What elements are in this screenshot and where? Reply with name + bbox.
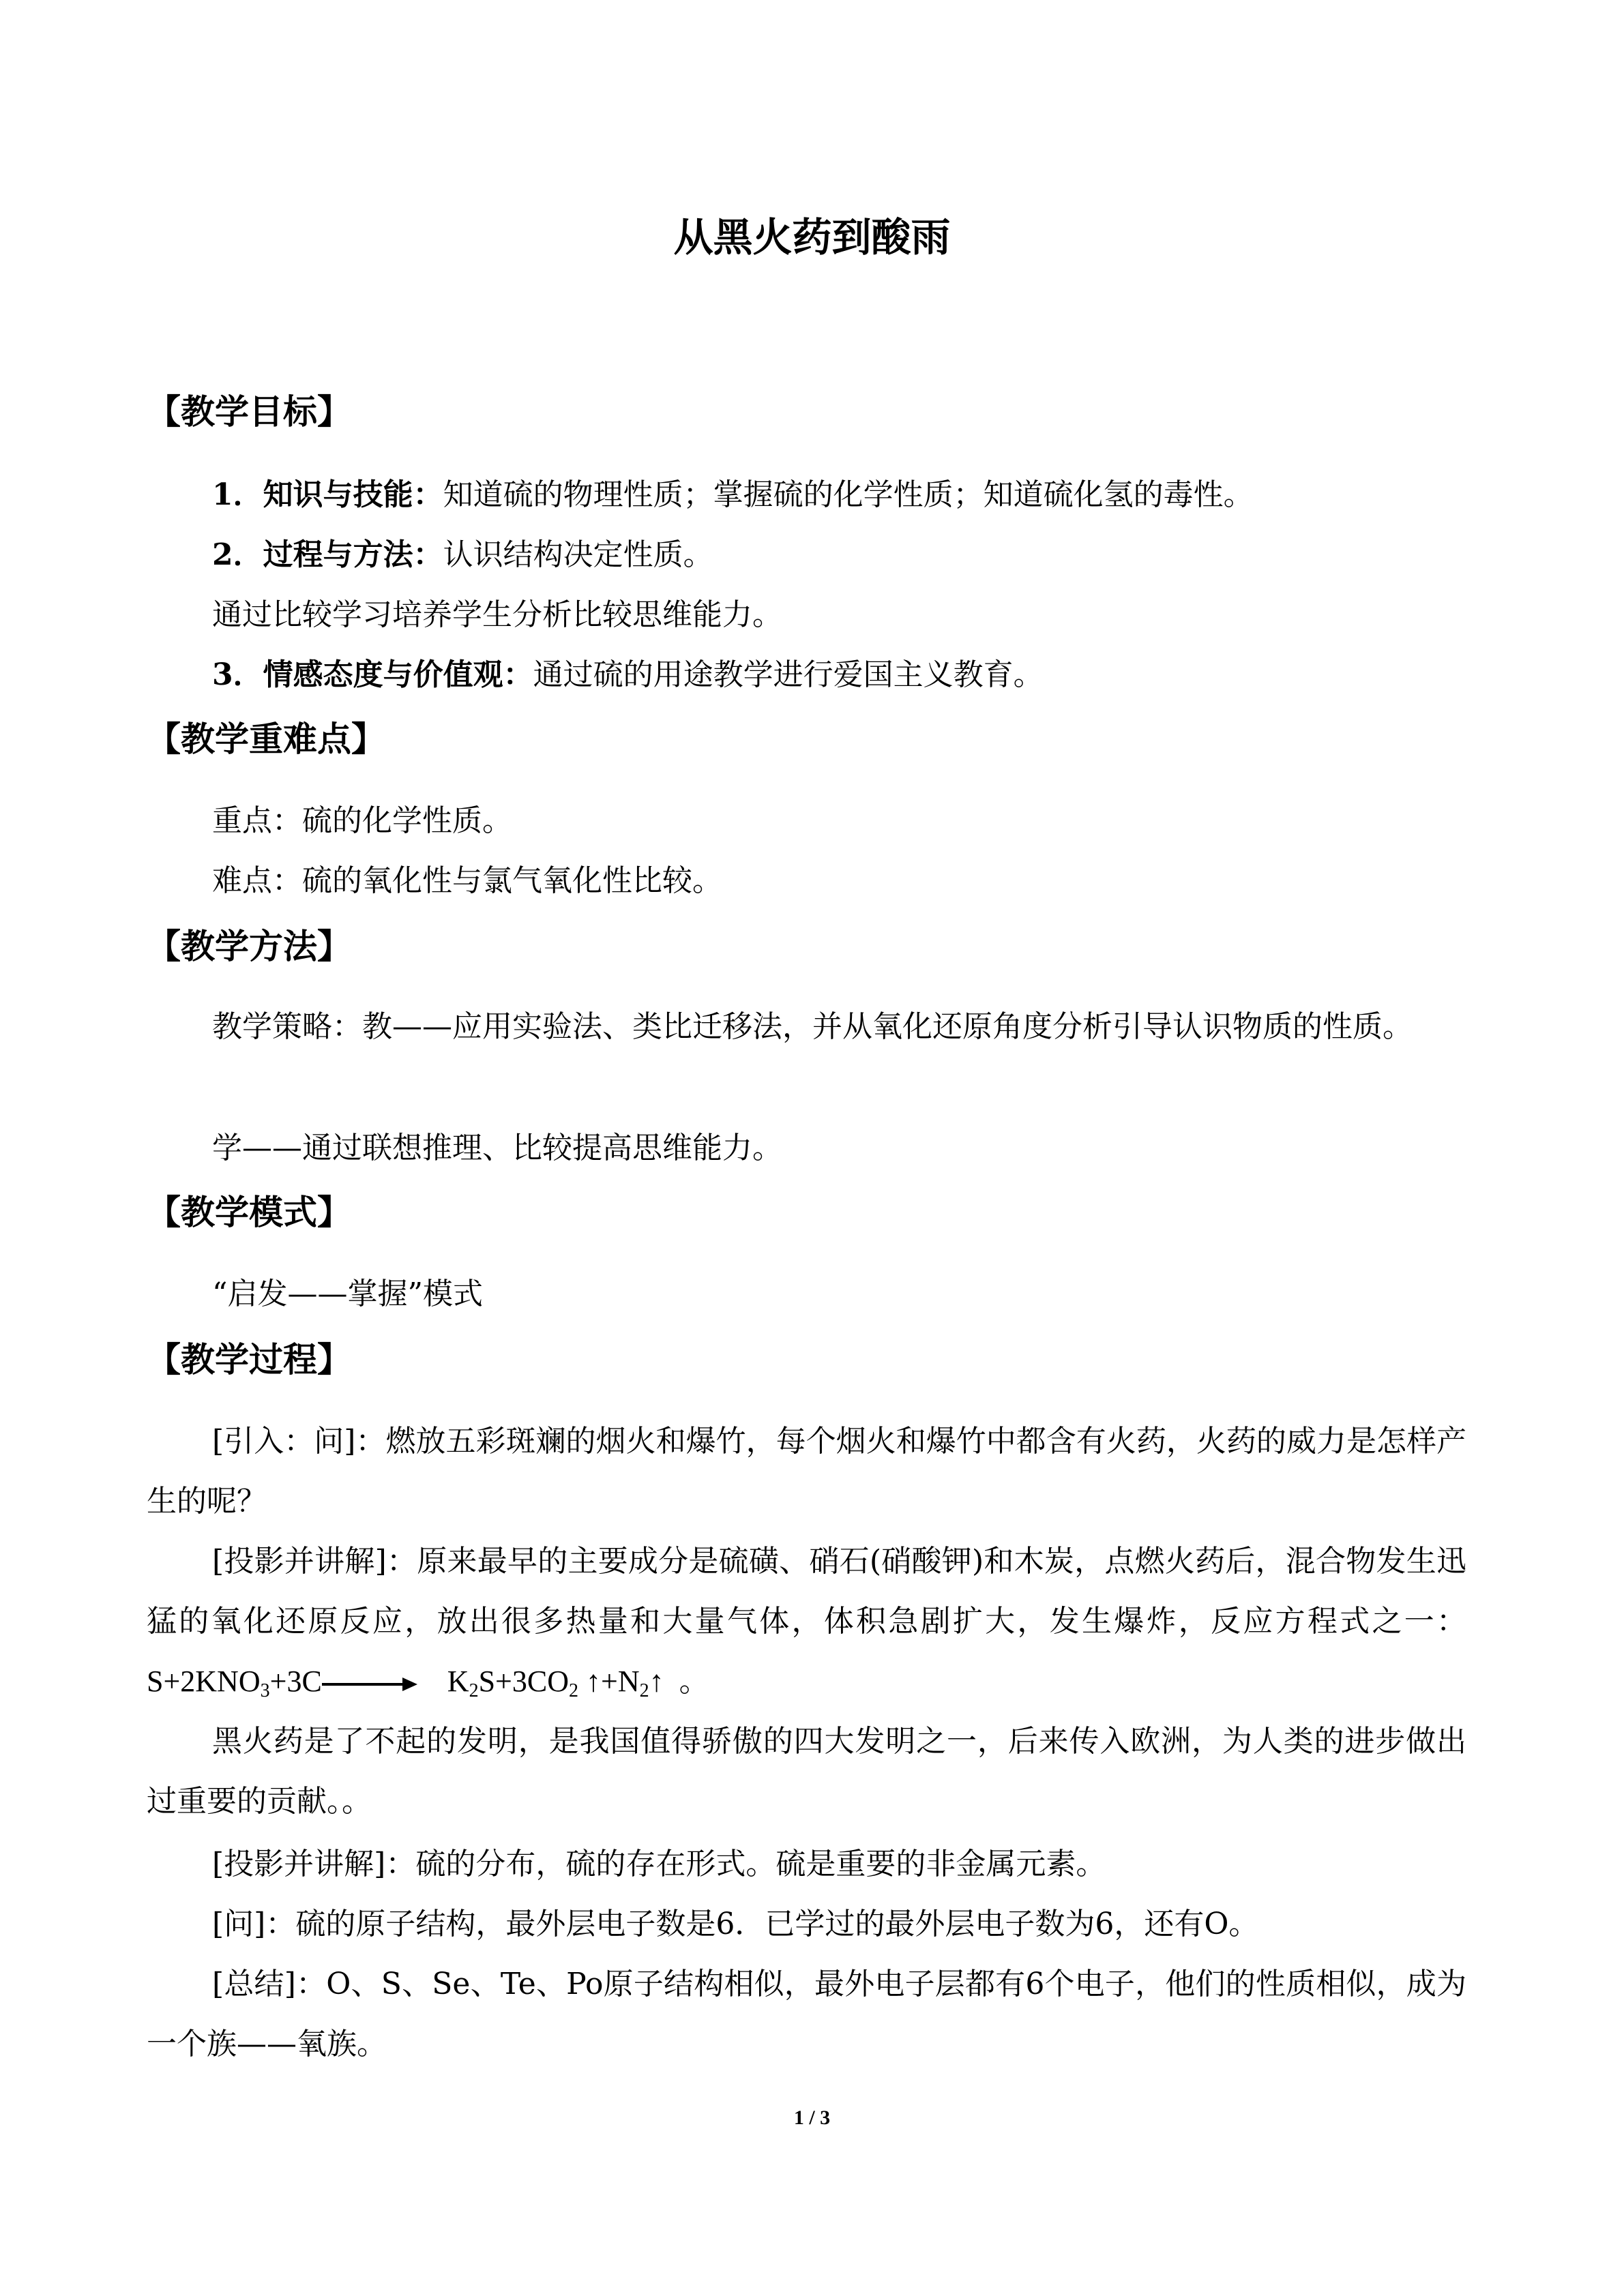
page-number: 1 / 3 bbox=[793, 2106, 831, 2129]
process-explain-gunpowder bbox=[147, 1532, 1466, 1721]
reaction-arrow-icon bbox=[322, 1671, 417, 1698]
eq-rhs-c: +N bbox=[601, 1665, 640, 1698]
eq-rhs-b: S+3CO bbox=[478, 1665, 569, 1698]
gas-up-arrow-icon: ↑ bbox=[586, 1665, 601, 1698]
process-history: 黑火药是了不起的发明，是我国值得骄傲的四大发明之一，后来传入欧洲，为人类的进步做出过重要的贡献。。 bbox=[147, 1724, 1466, 1819]
objective-1-label: 知识与技能： bbox=[263, 477, 443, 512]
objective-3-num: 3． bbox=[212, 657, 263, 692]
objective-1-text: 知道硫的物理性质；掌握硫的化学性质；知道硫化氢的毒性。 bbox=[443, 477, 1254, 512]
mode-text: “启发——掌握”模式 bbox=[212, 1277, 483, 1311]
process-question-structure: [问]：硫的原子结构，最外层电子数是6．已学过的最外层电子数为6，还有O。 bbox=[212, 1907, 1259, 1941]
objective-3-label: 情感态度与价值观： bbox=[263, 657, 533, 692]
section-heading-keypoints: 【教学重难点】 bbox=[147, 719, 385, 759]
difficult-point: 难点：硫的氧化性与氯气氧化性比较。 bbox=[212, 863, 722, 898]
gas-up-arrow-icon-2: ↑ bbox=[649, 1665, 664, 1698]
eq-lhs-b: +3C bbox=[269, 1665, 322, 1698]
section-heading-objectives: 【教学目标】 bbox=[147, 391, 351, 432]
process-intro: [引入：问]：燃放五彩斑斓的烟火和爆竹，每个烟火和爆竹中都含有火药，火药的威力是怎样产生的呢？ bbox=[147, 1424, 1466, 1519]
method-teach: 教学策略：教——应用实验法、类比迁移法，并从氧化还原角度分析引导认识物质的性质。 bbox=[212, 1009, 1413, 1044]
objective-1-num: 1． bbox=[212, 477, 263, 512]
eq-rhs-sub3: 2 bbox=[639, 1680, 649, 1701]
method-learn: 学——通过联想推理、比较提高思维能力。 bbox=[212, 1131, 782, 1165]
process-explain-text: [投影并讲解]：原来最早的主要成分是硫磺、硝石(硝酸钾)和木炭，点燃火药后，混合物发生迅猛的氧化还原反应，放出很多热量和大量气体，体积急剧扩大，发生爆炸，反应方程式之一： bbox=[147, 1544, 1466, 1639]
objective-2-text: 认识结构决定性质。 bbox=[443, 537, 713, 572]
section-heading-methods: 【教学方法】 bbox=[147, 926, 351, 966]
section-heading-process: 【教学过程】 bbox=[147, 1339, 351, 1380]
objective-item-2b: 通过比较学习培养学生分析比较思维能力。 bbox=[212, 597, 782, 632]
eq-rhs-sub1: 2 bbox=[469, 1680, 479, 1701]
objective-item-2 bbox=[212, 535, 713, 576]
eq-rhs-sub2: 2 bbox=[569, 1680, 578, 1701]
process-summary: [总结]：O、S、Se、Te、Po原子结构相似，最外电子层都有6个电子，他们的性质相似，成为一个族——氧族。 bbox=[147, 1967, 1466, 2061]
eq-lhs-a: S+2KNO bbox=[147, 1665, 261, 1698]
section-heading-mode: 【教学模式】 bbox=[147, 1192, 351, 1232]
reaction-equation bbox=[147, 1665, 709, 1701]
process-distribution: [投影并讲解]：硫的分布，硫的存在形式。硫是重要的非金属元素。 bbox=[212, 1847, 1106, 1881]
document-title: 从黑火药到酸雨 bbox=[673, 214, 951, 260]
objective-3-text: 通过硫的用途教学进行爱国主义教育。 bbox=[533, 657, 1044, 692]
eq-rhs-a: K bbox=[447, 1665, 469, 1698]
objective-item-1 bbox=[212, 475, 1254, 516]
key-point: 重点：硫的化学性质。 bbox=[212, 803, 512, 838]
eq-lhs-sub: 3 bbox=[260, 1680, 270, 1701]
objective-item-3 bbox=[212, 655, 1044, 696]
objective-2-num: 2． bbox=[212, 537, 263, 572]
objective-2-label: 过程与方法： bbox=[263, 537, 443, 572]
eq-end: 。 bbox=[679, 1665, 709, 1698]
